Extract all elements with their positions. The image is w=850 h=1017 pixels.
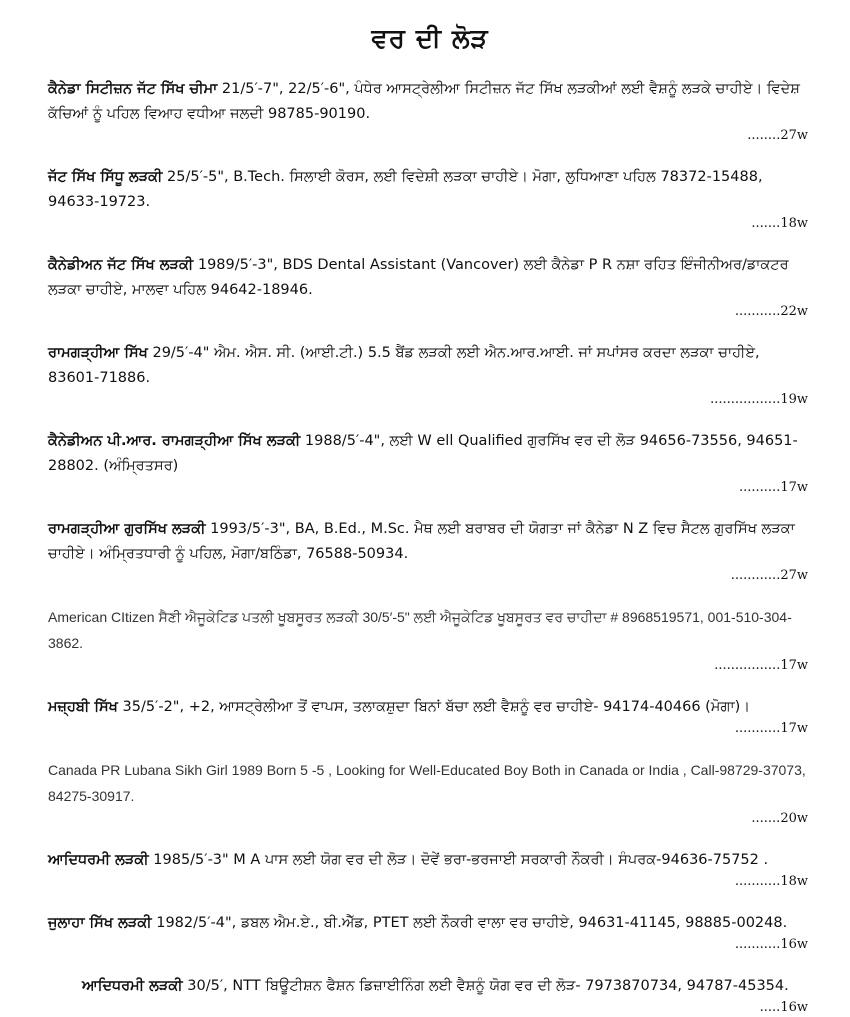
ad-lead: ਰਾਮਗੜ੍ਹੀਆ ਸਿੱਖ [48, 345, 148, 361]
page-title: ਵਰ ਦੀ ਲੋੜ [371, 24, 489, 54]
ad-body: 29/5′-4" ਐਮ. ਐਸ. ਸੀ. (ਆਈ.ਟੀ.) 5.5 ਬੈਂਡ ਲੜਕੀ ਲਈ ਐਨ.ਆਰ.ਆਈ. ਜਾਂ ਸਪਾਂਸਰ ਕਰਦਾ ਲੜਕਾ ਚਾਹੀਏ, 83601-71886. [48, 345, 760, 386]
ad-code: ................17w [714, 658, 808, 673]
ad-body: 35/5′-2", +2, ਆਸਟ੍ਰੇਲੀਆ ਤੋਂ ਵਾਪਸ, ਤਲਾਕਸ਼ੁਦਾ ਬਿਨਾਂ ਬੱਚਾ ਲਈ ਵੈਸ਼ਨੂੰ ਵਰ ਚਾਹੀਏ- 94174-40466 (ਮੋਗਾ)। [117, 699, 751, 715]
ad-item [48, 695, 812, 738]
ad-code: ...........16w [734, 937, 808, 952]
ad-code: ............27w [730, 568, 808, 583]
ad-item [48, 848, 812, 891]
ad-item [48, 253, 812, 321]
ad-lead: ਮਜ਼੍ਹਬੀ ਸਿੱਖ [48, 699, 118, 715]
ad-code: .......18w [751, 216, 808, 231]
ad-body: 1982/5′-4", ਡਬਲ ਐਮ.ਏ., ਬੀ.ਐੱਡ, PTET ਲਈ ਨੌਕਰੀ ਵਾਲਾ ਵਰ ਚਾਹੀਏ, 94631-41145, 98885-00248. [151, 915, 788, 931]
ad-code: .....16w [759, 1000, 808, 1015]
ad-code: ..........17w [739, 480, 808, 495]
ad-body: 1988/5′-4", ਲਈ W ell Qualified ਗੁਰਸਿੱਖ ਵਰ ਦੀ ਲੋੜ 94656-73556, 94651-28802. (ਅੰਮ੍ਰਿਤਸਰ) [48, 433, 798, 474]
ad-item [48, 165, 812, 233]
ad-code: .......20w [751, 811, 808, 826]
ad-lead: ਆਦਿਧਰਮੀ ਲੜਕੀ [82, 978, 183, 994]
ad-lead: ਜੱਟ ਸਿੱਖ ਸਿੱਧੂ ਲੜਕੀ [48, 169, 163, 185]
ad-body: 1993/5′-3", BA, B.Ed., M.Sc. ਮੈਥ ਲਈ ਬਰਾਬਰ ਦੀ ਯੋਗਤਾ ਜਾਂ ਕੈਨੇਡਾ N Z ਵਿਚ ਸੈਟਲ ਗੁਰਸਿੱਖ ਲੜਕਾ ਚਾਹੀਏ। ਅੰਮ੍ਰਿਤਧਾਰੀ ਨੂੰ ਪਹਿਲ, ਮੋਗਾ/ਬਠਿੰਡਾ, 76588-50934. [48, 521, 795, 562]
ad-item [48, 77, 812, 145]
ad-code: .................19w [710, 392, 808, 407]
ad-lead: ਕੈਨੇਡਾ ਸਿਟੀਜ਼ਨ ਜੱਟ ਸਿੱਖ ਚੀਮਾ [48, 81, 218, 97]
ad-item [48, 911, 812, 954]
ad-lead: ਜੁਲਾਹਾ ਸਿੱਖ ਲੜਕੀ [48, 915, 152, 931]
ad-item [48, 605, 812, 675]
ad-body: 1989/5′-3", BDS Dental Assistant (Vancover) ਲਈ ਕੈਨੇਡਾ P R ਨਸ਼ਾ ਰਹਿਤ ਇੰਜੀਨੀਅਰ/ਡਾਕਟਰ ਲੜਕਾ ਚਾਹੀਏ, ਮਾਲਵਾ ਪਹਿਲ 94642-18946. [48, 257, 789, 298]
ad-lead: ਕੈਨੇਡੀਅਨ ਪੀ.ਆਰ. ਰਾਮਗੜ੍ਹੀਆ ਸਿੱਖ ਲੜਕੀ [48, 433, 301, 449]
ad-item [48, 517, 812, 585]
ad-lead: ਰਾਮਗੜ੍ਹੀਆ ਗੁਰਸਿੱਖ ਲੜਕੀ [48, 521, 206, 537]
ad-item [48, 429, 812, 497]
ad-item [48, 758, 812, 828]
ad-code: ...........18w [734, 874, 808, 889]
ad-body: 30/5′, NTT ਬਿਊਟੀਸ਼ਨ ਫੈਸ਼ਨ ਡਿਜ਼ਾਈਨਿੰਗ ਲਈ ਵੈਸ਼ਨੂੰ ਯੋਗ ਵਰ ਦੀ ਲੋੜ- 7973870734, 94787-45354. [182, 978, 789, 994]
ad-body: Canada PR Lubana Sikh Girl 1989 Born 5 -5 , Looking for Well-Educated Boy Both in Canada or India , Call-98729-37073, 84275-30917. [48, 762, 806, 804]
ad-item [48, 974, 812, 1017]
ad-lead: ਆਦਿਧਰਮੀ ਲੜਕੀ [48, 852, 149, 868]
ad-lead: ਕੈਨੇਡੀਅਨ ਜੱਟ ਸਿੱਖ ਲੜਕੀ [48, 257, 194, 273]
ad-code: ........27w [747, 128, 808, 143]
ad-body: 21/5′-7", 22/5′-6", ਪੰਧੇਰ ਆਸਟ੍ਰੇਲੀਆ ਸਿਟੀਜ਼ਨ ਜੱਟ ਸਿੱਖ ਲੜਕੀਆਂ ਲਈ ਵੈਸ਼ਨੂੰ ਲੜਕੇ ਚਾਹੀਏ। ਵਿਦੇਸ਼ ਕੱਚਿਆਂ ਨੂੰ ਪਹਿਲ ਵਿਆਹ ਵਧੀਆ ਜਲਦੀ 98785-90190. [48, 81, 800, 122]
ad-code: ...........17w [734, 721, 808, 736]
ad-item [48, 341, 812, 409]
ad-body: American CItizen ਸੈਣੀ ਐਜੂਕੇਟਿਡ ਪਤਲੀ ਖੂਬਸੂਰਤ ਲੜਕੀ 30/5′-5" ਲਈ ਐਜੂਕੇਟਿਡ ਖੂਬਸੂਰਤ ਵਰ ਚਾਹੀਦਾ # 8968519571, 001-510-304-3862. [48, 609, 792, 651]
ad-code: ...........22w [734, 304, 808, 319]
ad-body: 1985/5′-3" M A ਪਾਸ ਲਈ ਯੋਗ ਵਰ ਦੀ ਲੋੜ। ਦੋਵੇਂ ਭਰਾ-ਭਰਜਾਈ ਸਰਕਾਰੀ ਨੌਕਰੀ। ਸੰਪਰਕ-94636-75752 . [148, 852, 769, 868]
ad-body: 25/5′-5", B.Tech. ਸਿਲਾਈ ਕੋਰਸ, ਲਈ ਵਿਦੇਸ਼ੀ ਲੜਕਾ ਚਾਹੀਏ। ਮੋਗਾ, ਲੁਧਿਆਣਾ ਪਹਿਲ 78372-15488, 94633-19723. [48, 169, 763, 210]
